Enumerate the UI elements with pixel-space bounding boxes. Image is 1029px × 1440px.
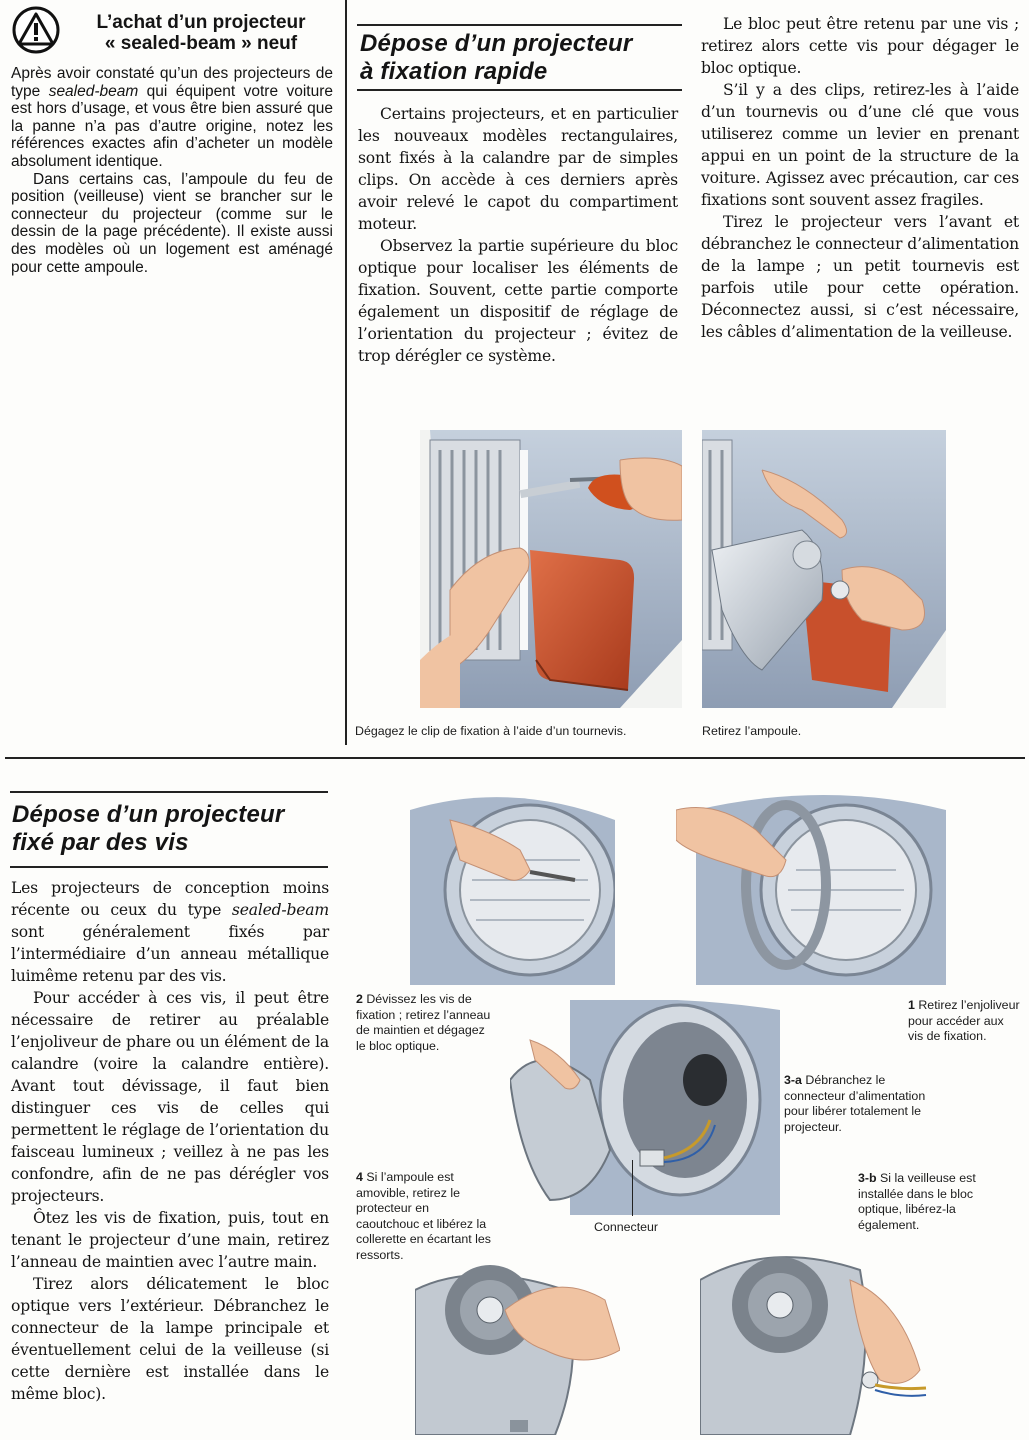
caption-clip: Dégagez le clip de fixation à l’aide d’un tournevis. (355, 724, 627, 738)
illustration-bulb-removal (702, 430, 946, 708)
box-title (66, 12, 336, 54)
section-separator (5, 757, 1025, 759)
illustration-step-1 (676, 790, 946, 985)
section2-title-rule-bottom (10, 866, 328, 868)
box-p1-b: qui équipent votre voiture est hors d’usage, et vous être bien assuré que la panne n’a pas d’autre origine, notez les références exactes afin d’acheter un modèle absolument identique. (11, 82, 333, 170)
step-1-number: 1 (908, 998, 915, 1012)
s2-p1-em: sealed-beam (231, 901, 329, 919)
section1-paragraph-1: Certains projecteurs, et en particulier les nouveaux modèles rectangulaires, sont fixés à la calandre par de simples clips. On accède à ces derniers après avoir relevé le capot du compartiment moteur. (358, 105, 678, 233)
section1-paragraph-4: S’il y a des clips, retirez-les à l’aide d’un tournevis ou d’une clé que vous utiliserez comme un levier en prenant appui en un point de la structure de la voiture. Agissez avec précaution, car ces fixations sont souvent assez fragiles. (701, 81, 1019, 209)
section1-title-rule-top (357, 24, 682, 26)
illustration-clip-removal (420, 430, 682, 708)
box-paragraph-2: Dans certains cas, l’ampoule du feu de position (veilleuse) vient se brancher sur le connecteur du projecteur (comme sur le dessin de la page précédente). Il existe aussi des modèles où un logement est aménagé pour cette ampoule. (11, 170, 333, 276)
section1-title (360, 30, 690, 86)
warning-box (8, 4, 336, 304)
section1-col2 (701, 13, 1019, 343)
section1-col1 (358, 103, 678, 367)
section1-paragraph-2: Observez la partie supérieure du bloc optique pour localiser les éléments de fixation. Souvent, cette partie comporte également un dispositif de réglage de l’orientation du projecteur ; évitez de trop dérégler ce système. (358, 237, 678, 365)
section2-title-rule-top (10, 791, 328, 793)
column-separator (345, 0, 347, 745)
section1-paragraph-3: Le bloc peut être retenu par une vis ; retirez alors cette vis pour dégager le bloc optique. (701, 15, 1019, 77)
step-2-number: 2 (356, 992, 363, 1006)
step-2-text: Dévissez les vis de fixation ; retirez l’anneau de maintien et dégagez le bloc optique. (356, 992, 491, 1053)
section1-title-line1: Dépose d’un projecteur (360, 30, 633, 57)
step-3a-text: Débranchez le connecteur d’alimentation pour libérer totalement le projecteur. (784, 1073, 926, 1134)
section2-title-line1: Dépose d’un projecteur (12, 801, 285, 828)
s2-p1-a: Les projecteurs de conception moins récente ou ceux du type (11, 879, 329, 919)
section1-title-line2: à fixation rapide (360, 58, 548, 85)
section2-paragraph-2: Pour accéder à ces vis, il peut être nécessaire de retirer au préalable l’enjoliveur de phare ou un élément de la calandre (voire la calandre entière). Avant tout dévissage, il faut bien distinguer ces vis de celles qui permettent le réglage de l’orientation du faisceau lumineux ; veillez à ne pas les confondre, afin de ne pas dérégler vos projecteurs. (11, 989, 329, 1205)
step-3a-number: 3-a (784, 1073, 802, 1087)
step-1-text: Retirez l’enjoliveur pour accéder aux vis de fixation. (908, 998, 1020, 1043)
s2-p1-b: sont généralement fixés par l’intermédiaire d’un anneau métallique luimême retenu par des vis. (11, 923, 329, 985)
box-title-line2: « sealed-beam » neuf (104, 33, 298, 54)
section1-title-rule-bottom (357, 89, 682, 91)
illustration-step-2 (410, 790, 615, 985)
step-4-number: 4 (356, 1170, 363, 1184)
warning-icon (12, 6, 60, 54)
illustration-step-3b (700, 1240, 946, 1435)
step-3b-caption (858, 1171, 1008, 1233)
section2-paragraph-1 (11, 877, 329, 987)
connector-label: Connecteur (594, 1220, 659, 1234)
step-4-caption (356, 1170, 491, 1263)
box-p1-em: sealed-beam (48, 82, 139, 100)
section1-paragraph-5: Tirez le projecteur vers l’avant et débranchez le connecteur d’alimentation de la lampe ; un petit tournevis est parfois utile pour cette opération. Déconnectez aussi, si c’est nécessaire, les câbles d’alimentation de la veilleuse. (701, 213, 1019, 341)
step-3a-caption (784, 1073, 926, 1135)
step-2-caption (356, 992, 496, 1054)
box-p1-a: Après avoir constaté qu’un des projecteurs de type (11, 65, 333, 100)
illustration-step-4 (415, 1240, 620, 1435)
caption-bulb: Retirez l’ampoule. (702, 724, 802, 738)
section2-paragraph-3: Ôtez les vis de fixation, puis, tout en tenant le projecteur d’une main, retirez l’anneau de maintien avec l’autre main. (11, 1209, 329, 1271)
connector-pointer (632, 1160, 633, 1216)
illustration-step-3a (510, 1000, 780, 1215)
box-title-line1: L’achat d’un projecteur (96, 12, 306, 33)
box-text (11, 65, 333, 276)
step-3b-number: 3-b (858, 1171, 877, 1185)
section2-title-line2: fixé par des vis (12, 829, 189, 856)
section2-paragraph-4: Tirez alors délicatement le bloc optique vers l’extérieur. Débranchez le connecteur de la lampe principale et éventuellement celui de la veilleuse (si cette dernière est installée dans le même bloc). (11, 1275, 329, 1403)
step-3b-text: Si la veilleuse est installée dans le bloc optique, libérez-la également. (858, 1171, 976, 1232)
box-paragraph-1 (11, 65, 333, 171)
step-1-caption (908, 998, 1020, 1045)
section2-title (12, 801, 332, 857)
step-4-text: Si l’ampoule est amovible, retirez le protecteur en caoutchouc et libérez la collerette en écartant les ressorts. (356, 1170, 491, 1262)
section2-text (11, 877, 329, 1405)
